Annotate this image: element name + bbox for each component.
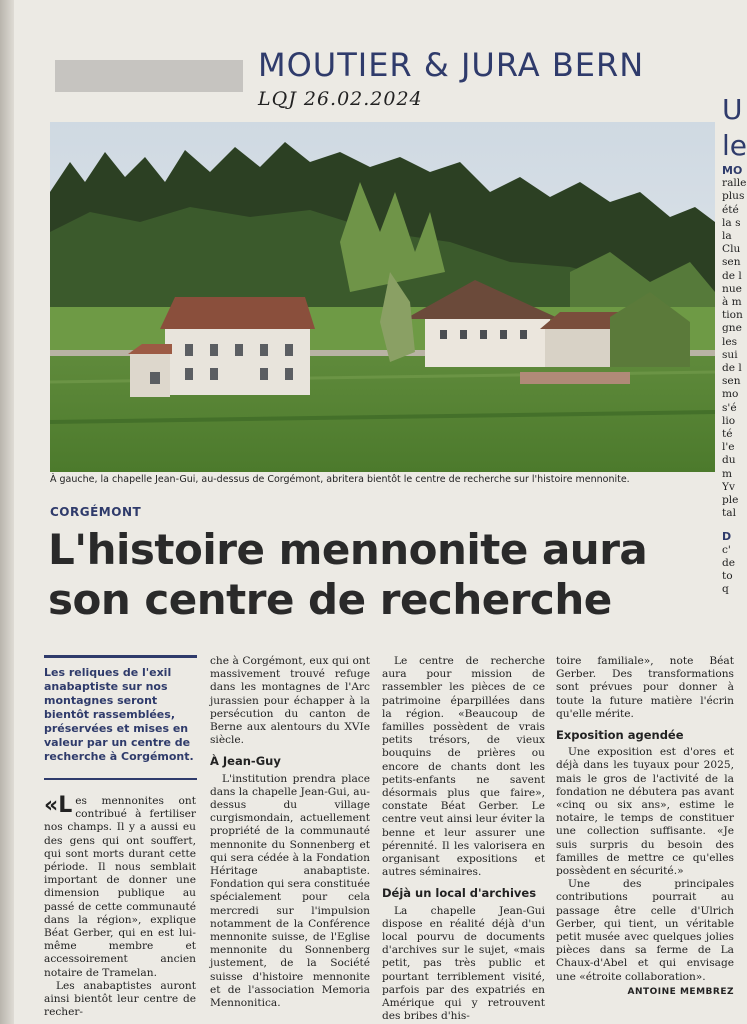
adjacent-text-line: té [722, 428, 733, 441]
article-photo [50, 122, 715, 472]
adjacent-text-line: les [722, 335, 738, 348]
article-column-2 [210, 655, 370, 1010]
adjacent-text-line: c' [722, 543, 731, 556]
section-header: MOUTIER & JURA BERN [258, 46, 645, 84]
paragraph: Les anabaptistes auront ainsi bientôt leur centre de recher- [44, 979, 196, 1019]
adjacent-text-line: sen [722, 256, 741, 269]
article-intro: Les reliques de l'exil anabaptiste sur nos montagnes seront bientôt rassemblées, préservées et mises en valeur par un centre de recherche à Corgémont. [44, 655, 197, 764]
adjacent-text-line: nue [722, 282, 742, 295]
article-kicker: CORGÉMONT [50, 505, 142, 519]
adjacent-text-line: gne [722, 322, 742, 335]
adjacent-text-line: l'e [722, 441, 735, 454]
article-column-4 [556, 655, 734, 999]
adjacent-text-line: sui [722, 348, 738, 361]
adjacent-text-line: plus [722, 190, 745, 203]
adjacent-text-fragments [722, 544, 747, 597]
adjacent-headline-fragment: le [722, 129, 747, 162]
adjacent-text-line: sen [722, 375, 741, 388]
adjacent-text-line: q [722, 583, 729, 596]
adjacent-kicker: D [722, 530, 732, 544]
subheading: À Jean-Guy [210, 754, 281, 769]
adjacent-kicker: MO [722, 164, 743, 177]
adjacent-text-line: to [722, 570, 733, 583]
adjacent-article-column [722, 92, 747, 1024]
adjacent-text-line: de l [722, 362, 742, 375]
adjacent-text-line: la [722, 230, 732, 243]
photo-caption: À gauche, la chapelle Jean-Gui, au-dessus de Corgémont, abritera bientôt le centre de recherche sur l'histoire mennonite. [50, 474, 630, 485]
section-tab-block [55, 60, 243, 92]
paragraph: Une des principales contributions pourrait au passage être celle d'Ulrich Gerber, qui tient, un véritable petit musée avec quelques jolies pièces dans sa ferme de La Chaux-d'Abel et qui envisage une «étroite collaboration». [556, 878, 734, 983]
adjacent-text-line: été [722, 203, 739, 216]
intro-divider [44, 778, 197, 780]
adjacent-text-line: s'é [722, 401, 737, 414]
adjacent-text-line: lio [722, 414, 736, 427]
paragraph: La chapelle Jean-Gui dispose en réalité déjà d'un local pourvu de documents d'archives sur le sujet, «mais petit, pas très public et pourtant terriblement visité, parfois par des expatriés en Amérique qui y retrouvent des bribes d'his- [382, 904, 545, 1023]
subheading: Exposition agendée [556, 728, 684, 743]
paragraph: toire familiale», note Béat Gerber. Des transformations sont prévues pour donner à toute la future matière l'écrin qu'elle mérite. [556, 655, 734, 720]
adjacent-text-line: Yv [722, 480, 735, 493]
adjacent-text-line: ralle [722, 177, 747, 190]
article-column-3 [382, 655, 545, 1023]
handwritten-date-note: LQJ 26.02.2024 [258, 88, 423, 110]
adjacent-text-line: de l [722, 269, 742, 282]
paragraph: Une exposition est d'ores et déjà dans les tuyaux pour 2025, mais le gros de l'activité de la fondation ne débutera pas avant «cinq ou six ans», estime le notaire, le temps de constituer une collection suffisante. «Je suis surpris du besoin des familles de mettre ce qu'elles possèdent en sécurité.» [556, 746, 734, 878]
adjacent-text-line: m [722, 467, 733, 480]
chapel-landscape-image [50, 122, 715, 472]
article-column-1 [44, 795, 196, 1019]
paragraph: es mennonites ont contribué à fertiliser nos champs. Il y a aussi eu des gens qui ont souffert, qui sont morts durant cette période. Il nous semblait important de donner une dimension publique au passé de cette communauté dans la région», explique Béat Gerber, qui en est lui-même membre et accessoirement ancien notaire de Tramelan. [44, 795, 196, 979]
adjacent-text-line: tion [722, 309, 743, 322]
adjacent-text-line: mo [722, 388, 739, 401]
drop-cap: «L [44, 793, 73, 818]
adjacent-text-line: de [722, 556, 736, 569]
adjacent-text-line: tal [722, 507, 736, 520]
paragraph: Le centre de recherche aura pour mission de rassembler les pièces de ce patrimoine éparpillées dans la région. «Beaucoup de familles possèdent de vrais petits trésors, de vieux bouquins de prières ou encore de chants dont les petits-enfants ne savent désormais plus que faire», constate Béat Gerber. Le centre veut ainsi leur éviter la benne et leur assurer une pérennité. Il les valorisera en organisant expositions et autres séminaires. [382, 655, 545, 879]
adjacent-text-line: ple [722, 494, 739, 507]
adjacent-text-line: à m [722, 296, 742, 309]
byline: ANTOINE MEMBREZ [627, 986, 734, 997]
subheading: Déjà un local d'archives [382, 886, 537, 901]
adjacent-text-line: la s [722, 216, 741, 229]
article-headline: L'histoire mennonite aura son centre de recherche [48, 525, 648, 624]
adjacent-text-line: du [722, 454, 736, 467]
adjacent-headline-fragment: U [722, 93, 743, 126]
adjacent-text-fragments [722, 177, 747, 520]
paragraph: L'institution prendra place dans la chapelle Jean-Gui, au-dessus du village curgismondain, actuellement propriété de la communauté mennonite du Sonnenberg et qui sera cédée à la Fondation Héritage anabaptiste. Fondation qui sera constituée spécialement pour cela mercredi sur l'impulsion notamment de la Conférence mennonite suisse, de l'Eglise mennonite du Sonnenberg justement, de la Société suisse d'histoire mennonite et de l'association Memoria Mennonitica. [210, 772, 370, 1010]
paragraph: che à Corgémont, eux qui ont massivement trouvé refuge dans les montagnes de l'Arc jurassien pour échapper à la persécution du canton de Berne aux alentours du XVIe siècle. [210, 655, 370, 747]
adjacent-text-line: Clu [722, 243, 741, 256]
